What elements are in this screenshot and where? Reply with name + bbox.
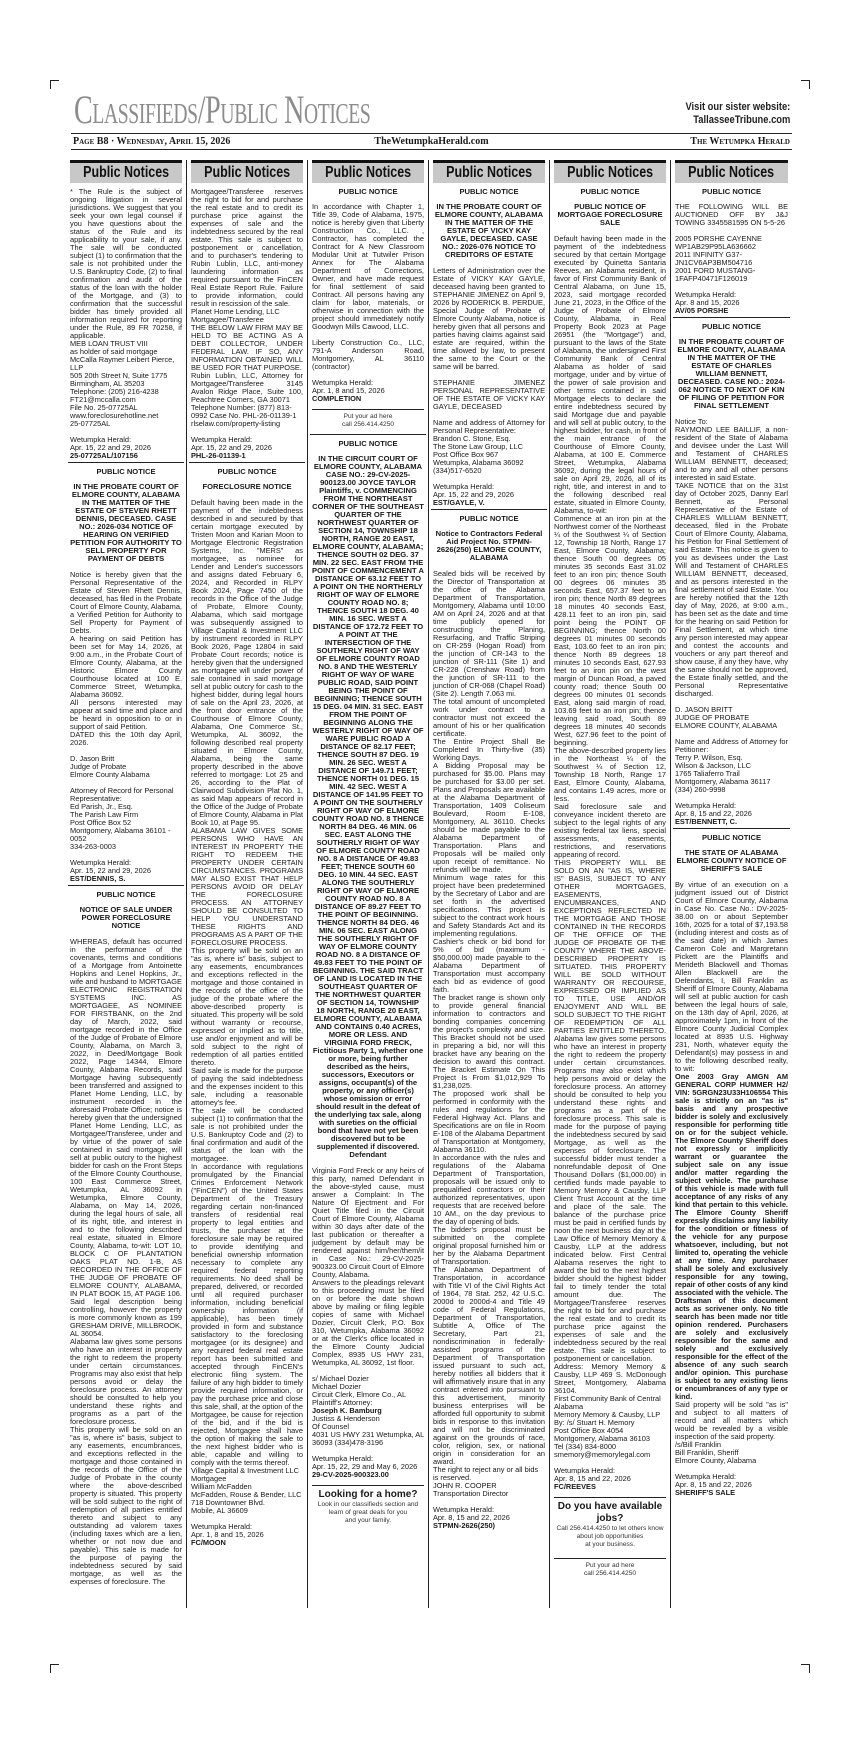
house-ad-text: Put your ad here [343,413,393,420]
sister-website-link[interactable]: TallasseeTribune.com [692,114,790,126]
notice-paragraph: A hearing on said Petition has been set for May 14, 2026, at 9:00 a.m., in the Probate Court of Elmore County, Alabama, at the Historic Elmore County Courthouse located at 100 E. Commerce Street, Wetumpka, Alabama 36092. [70,634,182,699]
notice-paragraph: All persons interested may appear at said time and place and be heard in opposition to or in support of said Petition. [70,698,182,731]
notice-bold-paragraph: One 2003 Gray AMGN AM GENERAL CORP HUMMER H2/ VIN: 5GRGN23U33H106554 This sale is strictly on an "as is" basis and any prospective bidder is solely and exclusively responsible for performing title on or for the subject vehicle. The Elmore County Sheriff does not expressly or implicitly warrant or guarantee the subject sale on any issue and/or matter regarding the subject vehicle. The purchase of this vehicle is made with full acceptance of any risks of any kind that pertain to this vehicle. The Elmore County Sheriff expressly disclaims any liability for the condition or fitness of the vehicle for any purpose whatsoever, including, but not limited to, operating the vehicle at any time. Any purchaser shall be solely and exclusively responsible for any towing, repair of other costs of any kind associated with the vehicle. The Draftsman of this document acts as scrivener only. No title search has been made nor title opinion rendered. Purchasers are solely and exclusively responsible for the same and solely and exclusively responsible for the effect of the absence of any such search and/or opinion. This purchase is subject to any existing liens or encumbrances of any type or kind. [675,1072,788,1401]
notice-id: 25-07725AL/107156 [70,451,138,460]
house-ad-headline: Looking for a home? [318,1489,418,1500]
crop-mark-bottom-right [801,1664,810,1673]
publication-info [70,436,182,460]
notice-line: Mortgagee/Transferee [191,315,264,324]
notice-paragraph: TAKE NOTICE that on the 31st day of October 2025, Danny Earl Bennett, as Personal Representative of the Estate of CHARLES WILLIAM BENNETT, deceased, filed in the Probate Court of Elmore County, Alabama, his Petition for Final Settlement of said Estate. This notice is given to you as devisees under the Last Will and Testament of CHARLES WILLIAM BENNETT, deceased, and as persons interested in the final settlement of said Estate. You are hereby notified that the 12th day of May, 2026, at 9:00 a.m., has been set as the date and time for the hearing on said Petition for Final Settlement, at which time any person interested may appear and contest the accounts and vouchers or any part thereof and show cause, if any they have, why the same should not be approved, the Estate finally settled, and the Personal Representative discharged. [675,481,788,698]
notice-line: Birmingham, AL 35203 [70,379,145,388]
notice-line: Ed Parish, Jr., Esq. [70,802,133,811]
notice-paragraph: Mortgagee/Transferee reserves the right to bid for and purchase the real estate and to credit its purchase price against the expenses of sale and the indebtedness secured by the real estate. This sale is subject to postponement or cancellation, and to purchaser's tendering to Rubin Lublin, LLC, anti-money laundering information as required pursuant to the FinCEN Real Estate Report Rule. Failure to provide information, could result in rescission of the sale. [191,187,303,308]
section-header-bar [433,160,545,183]
notice-heading: NOTICE OF SALE UNDER POWER FORECLOSURE NOTICE [79,905,173,930]
notice-paragraph: DATED this the 10th day April, 2026. [70,730,182,747]
notice-line: McCalla Raymer Leibert Pierce, LLP [70,355,175,372]
house-ad-text: call 256.414.4250 [583,1570,637,1577]
notice-paragraph: Notice is hereby given that the Personal Representative of the Estate of Steven Rhett Dennis, deceased, has filed in the Probate Court of Elmore County, Alabama, a Verified Petition for Authority to Sell Property for Payment of Debts. [70,570,182,635]
notice-paragraph: THE BELOW LAW FIRM MAY BE HELD TO BE ACTING AS A DEBT COLLECTOR, UNDER FEDERAL LAW. IF SO, ANY INFORMATION OBTAINED WILL BE USED FOR THAT PURPOSE. [191,323,303,372]
notice-columns [66,160,792,1608]
notice-line: Justiss & Henderson [312,1414,380,1423]
notice-line: Brandon C. Stone, Esq. [433,434,511,443]
notice-paragraph: Name and Address of Attorney for Petitioner: [675,737,788,754]
notice-line: Terry P. Wilson, Esq. [675,753,743,762]
notice-line: JOHN R. COOPER [433,1481,497,1490]
notice-line: 2011 INFINITY G37- [675,250,743,259]
notice-line: ELMORE COUNTY, ALABAMA [675,721,778,730]
notice-paragraph: In accordance with Chapter 1, Title 39, Code of Alabama, 1975, notice is hereby given that Liberty Construction Co., LLC. , Contractor, has completed the Contract for A New Classroom Modular Unit at Tutwiler Prison Annex for The Alabama Department of Corrections, Owner, and have made request for final settlement of said Contract. All persons having any claim for labor, materials, or otherwise in connection with the project should immediately notify Goodwyn Mills Cawood, LLC. [312,202,424,331]
publication-dates: Apr. 1, 8 and 15, 2026 [191,1530,264,1539]
notice-paragraph: THIS PROPERTY WILL BE SOLD ON AN "AS IS, WHERE IS" BASIS, SUBJECT TO ANY OTHER MORTGAGES, EASEMENTS, ENCUMBRANCES, AND EXCEPTIONS REFLECTED IN THE MORTGAGE AND THOSE CONTAINED IN THE RECORDS OF THE OFFICE OF THE JUDGE OF PROBATE OF THE COUNTY WHERE THE ABOVE-DESCRIBED PROPERTY IS SITUATED. THIS PROPERTY WILL BE SOLD WITHOUT WARRANTY OR RECOURSE, EXPRESSED OR IMPLIED AS TO TITLE, USE AND/OR ENJOYMENT AND WILL BE SOLD SUBJECT TO THE RIGHT OF REDEMPTION OF ALL PARTIES ENTITLED THERETO. Alabama law gives some persons who have an interest in property the right to redeem the property under certain circumstances. Programs may also exist which help persons avoid or delay the foreclosure process. An attorney should be consulted to help you understand these rights and programs as a part of the foreclosure process. This sale is made for the purpose of paying the indebtedness secured by said Mortgage, as well as the expenses of foreclosure. The successful bidder must tender a nonrefundable deposit of One Thousand Dollars ($1,000.00) in certified funds made payable to Memory Memory & Causby, LLP Client Trust Account at the time and place of the sale. The balance of the purchase price must be paid in certified funds by noon the next business day at the Law Office of Memory Memory & Causby, LLP at the address indicated below. First Central Alabama reserves the right to award the bid to the next highest bidder should the highest bidder fail to timely tender the total amount due. The Mortgagee/Transferee reserves the right to bid for and purchase the real estate and to credit its purchase price against the expenses of sale and the indebtedness secured by the real estate. This sale is subject to postponement or cancellation. [554,858,666,1363]
notice-paragraph: In accordance with regulations promulgated by the Financial Crimes Enforcement Network ("FinCEN") of the United States Department of the Treasury regarding certain non-financed transfers of residential real property to legal entities and trusts, the purchaser at the foreclosure sale may be required to provide identifying and beneficial ownership information necessary to complete any required federal reporting requirements. No deed shall be prepared, delivered, or recorded until all required purchaser information, including beneficial ownership information (if applicable), has been timely provided in form and substance satisfactory to the foreclosing mortgagee (or its designee) and any required federal real estate report has been submitted and accepted through FinCEN's electronic filing system. The failure of any high bidder to timely provide required information, or pay the purchase price and close this sale, shall, at the option of the Mortgagee, be cause for rejection of the bid, and if the bid is rejected, Mortgagee shall have the option of making the sale to the next highest bidder who is able, capable and willing to comply with the terms thereof. [191,1162,303,1467]
page-info: Page B8 · Wednesday, April 15, 2026 [73,136,231,147]
notice-paragraph: Letters of Administration over the Estate of VICKY KAY GAYLE, deceased having been granted to STEPHANIE JIMENEZ on April 9, 2026 by RODERICK B. PERDUE, Special Judge of Probate of Elmore County Alabama, notice is hereby given that all persons and parties having claims against said estate are required, within the time allowed by law, to present the same to the Court or the same will be barred. [433,266,545,371]
publication-name: Wetumpka Herald: [675,801,737,810]
notice-paragraph: In accordance with the rules and regulations of the Alabama Department of Transportation, proposals will be issued only to prequalified contractors or their authorized representatives, upon requests that are received before 10 AM., on the day previous to the day of opening of bids. [433,1153,545,1226]
crop-mark-top-left [50,80,59,89]
notice-line: FT21@mccalla.com [70,395,136,404]
publication-info [191,436,303,460]
notice-line: William McFadden [191,1482,252,1491]
notice-divider [68,462,184,463]
notice-line: Circuit Clerk, Elmore Co., AL [312,1390,407,1399]
section-title: Classifieds/Public Notices [74,87,371,132]
notice-paragraph: Said foreclosure sale and conveyance incident thereto are subject to the legal rights of any existing federal tax liens, special assessments, easements, restrictions, and reservations appearing of record. [554,802,666,859]
notice-id: PHL-26-01139-1 [191,451,246,460]
publication-name: Wetumpka Herald: [433,482,495,491]
publication-name: Wetumpka Herald: [70,858,132,867]
notice-line: Tel (334) 834-8000 [554,1442,617,1451]
publication-name: Wetumpka Herald: [312,1454,374,1463]
house-ad-text: Call 256.414.4250 to let others know about job opportunities [556,1525,664,1540]
house-ad-text: Put your ad here [585,1562,635,1569]
house-ad-text: call 256.414.4250 [341,421,395,428]
publication-dates: Apr. 8, 15 and 22, 2026 [554,1474,631,1483]
section-header-bar [191,160,303,183]
notice-line: Plaintiff's Attorney: [312,1398,373,1407]
notice-id: FC/MOON [191,1538,226,1547]
notice-heading: FORECLOSURE NOTICE [202,482,292,491]
notice-heading: IN THE PROBATE COURT OF ELMORE COUNTY, ALABAMA IN THE MATTER OF THE ESTATE OF STEVEN RHETT DENNIS, DECEASED. CASE NO.: 2026-034 NOTICE OF HEARING ON VERIFIED PETITION FOR AUTHORITY TO SELL PROPERTY FOR PAYMENT OF DEBTS [70,482,182,563]
notice-line: The Parish Law Firm [70,810,139,819]
notice-paragraph: By virtue of an execution on a judgment issued out of District Court of Elmore County, Alabama in Case No. Case No.: DV-2025-38.00 on or about September 16th, 2025 for a total of $7,193.58 (including interest and costs as of the said date) in which James Cameron Cole and Margretann Pickett are the Plaintiffs and Merideth Blackwell and Thomas Allen Blackwell are the Defendants, I, Bill Franklin as Sheriff of Elmore County, Alabama will sell at public auction for cash between the legal hours of sale, on the 13th day of April, 2026, at approximately 1pm, in front of the Elmore County Judicial Complex located at 8935 U.S. Highway 231, North, whatever equity the Defendant(s) may possess in and to the following described realty, to wit: [675,880,788,1073]
notice-column [429,160,550,1608]
notice-line: First Community Bank of Central Alabama [554,1394,661,1411]
column-body [675,188,788,1497]
section-header-bar [554,160,666,183]
house-ad [554,1558,666,1581]
notice-label: PUBLIC NOTICE [96,467,156,476]
publication-dates: Apr. 15, 22 and 29, 2026 [433,490,514,499]
notice-column [671,160,792,1608]
publication-info [312,379,424,403]
house-ad [312,409,424,432]
notice-paragraph: Virginia Ford Freck or any heirs of this party, named Defendant in the above-styled cause, must answer a Complaint: In The Nature Of Ejectment and For Quiet Title filed in the Circuit Court of Elmore County, Alabama within 30 days after date of the last publication or thereafter a judgement by default may be rendered against him/her/them/it in Case No.: 29-CV-2025-900323.00 Circuit Court of Elmore County, Alabama. [312,1166,424,1279]
notice-line: The Stone Law Group, LLC [433,442,523,451]
notice-line: www.foreclosurehotline.net [70,411,159,420]
notice-line: D. JASON BRITT [675,705,733,714]
notice-column [308,160,429,1608]
notice-line: 718 Downtowner Blvd. [191,1498,265,1507]
notice-line: JN1CV6AP3BM504716 [675,258,753,267]
notice-id: EST/BENNETT, C. [675,817,738,826]
publication-info [675,1473,788,1497]
notice-line: Planet Home Lending, LLC [191,307,280,316]
notice-paragraph: Commence at an iron pin at the Northwest corner of the Northeast ¼ of the Southwest ¼ of Section 12, Township 18 North, Range 17 East, Elmore County, Alabama; thence South 00 degrees 05 minutes 35 seconds East 31.02 feet to an iron pin; thence South 00 degrees 06 minutes 35 seconds East, 657.37 feet to an iron pin; thence North 89 degrees 18 minutes 40 seconds East, 428.11 feet to an iron pin, said point being the POINT OF BEGINNING; thence North 00 degrees 01 minutes 00 seconds East, 103.60 feet to an iron pin; thence North 89 degrees 18 minutes 10 seconds East, 627.93 feet to an iron pin on the west margin of Duncan Road, a paved county road; thence South 00 degrees 00 minutes 01 seconds East, along said margin of road, 103.69 feet to an iron pin; thence leaving said road, South 89 degrees 18 minutes 40 seconds West, 627.96 feet to the point of beginning. [554,514,666,747]
notice-paragraph: The sale will be conducted subject (1) to confirmation that the sale is not prohibited under the U.S. Bankruptcy Code and (2) to final confirmation and audit of the status of the loan with the mortgagee. [191,1106,303,1163]
notice-paragraph: Rubin Lublin, LLC, Attorney for Mortgagee/Transferee 3145 Avalon Ridge Place, Suite 100, Peachtree Corners, GA 30071 [191,371,303,404]
notice-divider [431,509,547,510]
publication-name: Wetumpka Herald: [191,1522,253,1531]
sister-website-label: Visit our sister website: [685,101,790,113]
notice-paragraph: This property will be sold on an "as is, where is" basis, subject to any easements, encumbrances, and exceptions reflected in the mortgage and those contained in the records of the Office of the Judge of Probate in the county where the above-described property is situated. This property will be sold subject to the right of redemption of all parties entitled thereto and subject to any outstanding ad valorem taxes (including taxes which are a lien, whether or not now due and payable). This sale is made for the purpose of paying the indebtedness secured by said mortgage, as well as the expenses of foreclosure. The [70,1425,182,1586]
notice-line: Wetumpka, Alabama 36092 [433,458,524,467]
notice-heading: IN THE PROBATE COURT OF ELMORE COUNTY, ALABAMA IN THE MATTER OF THE ESTATE OF VICKY KAY GAYLE, DECEASED. CASE NO.: 2026-076 NOTICE TO CREDITORS OF ESTATE [434,202,544,259]
notice-line: Mobile, AL 36609 [191,1506,248,1515]
publication-name: Wetumpka Herald: [191,435,253,444]
page-folio [71,133,792,150]
notice-label: PUBLIC NOTICE [96,890,156,899]
notice-line: Elmore County Alabama [70,770,150,779]
publication-name: Wetumpka Herald: [70,435,132,444]
notice-paragraph: ALABAMA LAW GIVES SOME PERSONS WHO HAVE AN INTEREST IN PROPERTY THE RIGHT TO REDEEM THE PROPERTY UNDER CERTAIN CIRCUMSTANCES. PROGRAMS MAY ALSO EXIST THAT HELP PERSONS AVOID OR DELAY THE FORECLOSURE PROCESS. AN ATTORNEY SHOULD BE CONSULTED TO HELP YOU UNDERSTAND THESE RIGHTS AND PROGRAMS AS A PART OF THE FORECLOSURE PROCESS. [191,826,303,947]
notice-paragraph: Answers to the pleadings relevant to this proceeding must be filed on or before the date shown above by mailing or filing legible copies of same with Michael Dozier, Circuit Clerk, P.O. Box 310, Wetumpka, Alabama 36092 or at the Clerk's office located in the Elmore County Judicial Complex, 8935 US HWY 231, Wetumpka, AL 36092, 1st floor. [312,1278,424,1367]
notice-line: Elmore County, Alabama [675,1456,757,1465]
publication-dates: Apr. 15, 22, 29 and May 6, 2026 [312,1462,418,1471]
notice-label: PUBLIC NOTICE [217,467,277,476]
publication-name: Wetumpka Herald: [554,1466,616,1475]
notice-column [66,160,187,1608]
column-body [191,188,303,1547]
notice-heading: IN THE CIRCUIT COURT OF ELMORE COUNTY, ALABAMA CASE NO.: 29-CV-2025-900123.00 JOYCE TAYLOR Plaintiffs, v. COMMENCING FROM THE NORTHEAST CORNER OF THE SOUTHEAST QUARTER OF THE NORTHWEST QUARTER OF SECTION 14, TOWNSHIP 18 NORTH, RANGE 20 EAST, ELMORE COUNTY, ALABAMA; THENCE SOUTH 02 DEG. 37 MIN. 22 SEC. EAST FROM THE POINT OF COMMENCEMENT A DISTANCE OF 63.12 FEET TO A POINT ON THE NORTHERLY RIGHT OF WAY OF ELMORE COUNTY ROAD NO. 8; THENCE SOUTH 18 DEG. 40 MIN. 16 SEC. WEST A DISTANCE OF 172.72 FEET TO A POINT AT THE INTERSECTION OF THE SOUTHERLY RIGHT OF WAY OF ELMORE COUNTY ROAD NO. 8 AND THE WESTERLY RIGHT OF WAY OF WARE PUBLIC ROAD, SAID POINT BEING THE POINT OF BEGINNING; THENCE SOUTH 15 DEG. 04 MIN. 31 SEC. EAST FROM THE POINT OF BEGINNING ALONG THE WESTERLY RIGHT OF WAY OF WARE PUBLIC ROAD A DISTANCE OF 82.17 FEET; THENCE SOUTH 87 DEG. 19 MIN. 26 SEC. WEST A DISTANCE OF 149.71 FEET; THENCE NORTH 01 DEG. 15 MIN. 42 SEC. WEST A DISTANCE OF 141.95 FEET TO A POINT ON THE SOUTHERLY RIGHT OF WAY OF ELMORE COUNTY ROAD NO. 8 THENCE NORTH 84 DEG. 46 MIN. 06 SEC. EAST ALONG THE SOUTHERLY RIGHT OF WAY OF ELMORE COUNTY ROAD NO. 8 A DISTANCE OF 49.83 FEET; THENCE SOUTH 60 DEG. 10 MIN. 44 SEC. EAST ALONG THE SOUTHERLY RIGHT OF WAY OF ELMORE COUNTY ROAD NO. 8 A DISTANCE OF 89.27 FEET TO THE POINT OF BEGINNING. THENCE NORTH 84 DEG. 46 MIN. 06 SEC. EAST ALONG THE SOUTHERLY RIGHT OF WAY OF ELMORE COUNTY ROAD NO. 8 A DISTANCE OF 49.83 FEET TO THE POINT OF BEGINNING. THE SAID TRACT OF LAND IS LOCATED IN THE SOUTHEAST QUARTER OF THE NORTHWEST QUARTER OF SECTION 14, TOWNSHIP 18 NORTH, RANGE 20 EAST, ELMORE COUNTY, ALABAMA AND CONTAINS 0.40 ACRES, MORE OR LESS. AND VIRGINIA FORD FRECK, Fictitious Party 1, whether one or more, being further described as the heirs, successors, Executors or assigns, occupant(s) of the property, or any officer(s) whose omission or error should result in the defeat of the underlying tax sale, along with sureties on the official bond that have not yet been discovered but to be supplemented if discovered. Defendant [312,454,424,1159]
notice-line: 334-263-0003 [70,842,117,851]
publication-dates: Apr. 15, 22 and 29, 2026 [70,443,151,452]
notice-line: Bill Franklin, Sheriff [675,1448,739,1457]
notice-line: File No. 25-07725AL [70,403,138,412]
notice-line: Post Office Box 4054 [554,1426,624,1435]
notice-heading: PUBLIC NOTICE OF MORTGAGE FORECLOSURE SALE [557,202,663,227]
notice-paragraph: The Alabama Department of Transportation, in accordance with Title VI of the Civil Rights Act of 1964, 78 Stat. 252, 42 U.S.C. 2000d to 2000d-4 and Title 49 code of Federal Regulations, Department of Transportation, Subtitle A, Office of The Secretary, Part 21, nondiscrimination in federally-assisted programs of the Department of Transportation issued pursuant to such act, hereby notifies all bidders that it will affirmatively insure that in any contract entered into pursuant to this advertisement, minority business enterprises will be afforded full opportunity to submit bids in response to this invitation and will not be discriminated against on the grounds of race, color, religion, sex, or national origin in consideration for an award. [433,1265,545,1466]
notice-paragraph: Cashier's check or bid bond for 5% of bid (maximum - $50,000.00) made payable to the Alabama Department of Transportation must accompany each bid as evidence of good faith. [433,937,545,994]
notice-line: 1765 Taliaferro Trail [675,769,740,778]
notice-line: Attorney of Record for Personal Representative: [70,786,174,803]
notice-divider [68,885,184,886]
notice-paragraph: McFadden, Rouse & Bender, LLC [191,1490,302,1499]
publication-info [433,1506,545,1530]
house-ad [312,1485,424,1528]
publication-dates: Apr. 8, 15 and 22, 2026 [675,1480,752,1489]
notice-divider [673,828,790,829]
notice-line: JUDGE OF PROBATE [675,713,750,722]
publication-dates: Apr. 1, 8 and 15, 2026 [312,386,385,395]
notice-line: 1FAFP40471F126019 [675,274,748,283]
notice-id: SHERIFF'S SALE [675,1488,736,1497]
notice-line: Montgomery, Alabama 36117 [675,777,771,786]
notice-line: smemory@memorylegal.com [554,1450,651,1459]
section-header-label: Public Notices [688,164,775,181]
notice-heading: IN THE PROBATE COURT OF ELMORE COUNTY, ALABAMA IN THE MATTER OF THE ESTATE OF CHARLES WILLIAM BENNETT, DECEASED. CASE NO.: 2024-062 NOTICE TO NEXT OF KIN OF FILING OF PETITION FOR FINAL SETTLEMENT [677,337,786,410]
section-header-label: Public Notices [204,164,290,181]
notice-id: EST/GAYLE, V. [433,498,485,507]
notice-paragraph: The above-described property lies in the Northeast ¼ of the Southwest ¼ of Section 12, Township 18 North, Range 17 East, Elmore County, Alabama, and contains 1.49 acres, more or less. [554,746,666,803]
notice-line: Notice To: [675,417,708,426]
publication-name: Wetumpka Herald: [675,1472,737,1481]
publication-name: Wetumpka Herald: [312,378,374,387]
notice-paragraph: The Entire Project Shall Be Completed In Thirty-five (35) Working Days. [433,737,545,762]
notice-paragraph: This property will be sold on an "as is, where is" basis, subject to any easements, encumbrances and exceptions reflected in the mortgage and those contained in the records of the office of the judge of the probate where the above-described property is situated. This property will be sold without warranty or recourse, expressed or implied as to title, use and/or enjoyment and will be sold subject to the right of redemption of all parties entitled thereto. [191,946,303,1067]
sister-website-promo [685,101,790,127]
house-ad-text: at your business. [585,1541,635,1548]
notice-id: COMPLETION [312,394,362,403]
notice-paragraph: Sealed bids will be received by the Director of Transportation at the office of the Alabama Department of Transportation, Montgomery, Alabama until 10:00 AM on April 24, 2026 and at that time publicly opened for constructing the Planing, Resurfacing, and Traffic Striping on CR-259 (Hogan Road) from the junction of CR-143 to the junction of SR-111 (Site 1) and CR-228 (Crenshaw Road) from the junction of SR-111 to the junction of CR-068 (Chapel Road) (Site 2). Length 7.063 mi. [433,569,545,698]
notice-line: The right to reject any or all bids is reserved. [433,1465,539,1482]
publication-info [191,1523,303,1547]
notice-line: Mortgagee [191,1474,227,1483]
notice-heading: Notice to Contractors Federal Aid Project No. STPMN-2626(250) ELMORE COUNTY, ALABAMA [435,529,543,562]
notice-line: MEB LOAN TRUST VIII [70,339,148,348]
notice-line: Post Office Box 967 [433,450,499,459]
section-header-bar [70,160,182,183]
notice-id: 29-CV-2025-900323.00 [312,1470,389,1479]
notice-line: Montgomery, Alabama 36103 [554,1434,650,1443]
notice-id: AV/05 PORSHE [675,306,729,315]
notice-line: (334) 260-9998 [675,785,726,794]
section-header-bar [675,160,788,183]
notice-line: 25-07725AL [70,419,111,428]
notice-line: Wilson & Jackson, LLC [675,761,751,770]
notice-line: 2005 PORSHE CAYENNE [675,234,762,243]
column-body [433,188,545,1530]
notice-paragraph: Said legal description being controlling, however the property is more commonly known as 199 GRESHAM DRIVE, MILLBROOK, AL 36054. [70,1297,182,1338]
notice-label: PUBLIC NOTICE [459,187,519,196]
publication-dates: Apr. 8, 15 and 22, 2026 [433,1513,510,1522]
section-header-bar [312,160,424,183]
column-body [70,188,182,1586]
notice-line: Telephone: (205) 216-4238 [70,387,159,396]
notice-divider [673,317,790,318]
notice-line: Montgomery, Alabama 36101 - 0052 [70,826,171,843]
notice-line: Of Counsel [312,1422,349,1431]
notice-divider [310,434,426,435]
notice-label: PUBLIC NOTICE [701,833,762,842]
notice-label: PUBLIC NOTICE [459,514,519,523]
notice-line: Transportation Director [433,1489,509,1498]
notice-line: as holder of said mortgage [70,347,158,356]
notice-paragraph: Address: Memory Memory & Causby, LLP 469 S. McDonough Street, Montgomery, Alabama 36104. [554,1362,666,1395]
house-ad-text: and your family. [344,1517,392,1524]
publication-dates: Apr. 15, 22 and 29, 2026 [70,866,151,875]
notice-label: PUBLIC NOTICE [701,187,762,196]
notice-line: 4031 US HWY 231 Wetumpka, AL 36093 (334)478-3196 [312,1430,425,1447]
publication-dates: Apr. 8 and 15, 2026 [675,298,740,307]
publication-name: Wetumpka Herald: [675,290,737,299]
publication-info [675,802,788,826]
notice-paragraph: The total amount of uncompleted work under contract to a contractor must not exceed the amount of his or her qualification certificate. [433,697,545,738]
site-url[interactable]: TheWetumpkaHerald.com [374,136,489,147]
notice-id: FC/REEVES [554,1482,596,1491]
notice-paragraph: The proposed work shall be performed in conformity with the rules and regulations for the Federal Highway Act. Plans and Specifications are on file in Room E-108 of the Alabama Department of Transportation at Montgomery, Alabama 36110. [433,1089,545,1154]
notice-paragraph: Said property will be sold "as is" and subject to all matters of record and all matters which would be revealed by a visible inspection of the said property. [675,1400,788,1441]
column-body [312,188,424,1528]
notice-bold-paragraph: Joseph K. Bamburg [312,1406,382,1415]
notice-line: By: /s/ Stuart H. Memory [554,1418,635,1427]
notice-column [550,160,671,1608]
publication-name: Wetumpka Herald: [433,1505,495,1514]
house-ad-headline: Do you have available jobs? [557,1501,663,1524]
crop-mark-bottom-left [50,1664,59,1673]
notice-paragraph: The bracket range is shown only to provide general financial information to contractors and bonding companies concerning the project's complexity and size. This Bracket should not be used in preparing a bid, nor will this bracket have any bearing on the decision to award this contract. The Bracket Estimate On This Project Is From $1,012,929 To $1,238,025. [433,993,545,1090]
publication-info [675,291,788,315]
notice-line: Judge of Probate [70,762,127,771]
section-header-label: Public Notices [567,164,653,181]
notice-line: Village Capital & Investment LLC [191,1466,299,1475]
notice-paragraph: A Bidding Proposal may be purchased for $5.00. Plans may be purchased for $3.00 per set. Plans and Proposals are available at the Alabama Department of Transportation, 1409 Coliseum Boulevard, Room E-108, Montgomery, AL 36110. Checks should be made payable to the Alabama Department of Transportation. Plans and Proposals will be mailed only upon receipt of remittance. No refunds will be made. [433,761,545,874]
notice-label: PUBLIC NOTICE [701,322,762,331]
notice-paragraph: Name and address of Attorney for Personal Representative: [433,418,545,435]
notice-line: (334)517-6520 [433,466,482,475]
column-body [554,188,666,1581]
publication-info [433,483,545,507]
section-header-label: Public Notices [325,164,411,181]
notice-paragraph: WHEREAS, default has occurred in the performance of the covenants, terms and conditions of a Mortgage from Antoinette Hopkins and Lenel Hopkins, Jr., wife and husband to MORTGAGE ELECTRONIC REGISTRATION SYSTEMS INC. AS MORTGAGEE, AS NOMINEE FOR FIRSTBANK, on the 2nd day of March, 2022, said mortgage recorded in the Office of the Judge of Probate of Elmore County, Alabama, on March 3, 2022, in Deed/Mortgage Book 2022, Page 14344, Elmore County, Alabama Records, said Mortgage having subsequently been transferred and assigned to Planet Home Lending, LLC, by instrument recorded in the aforesaid Probate Office; notice is hereby given that the undersigned Planet Home Lending, LLC, as Mortgagee/Transferee, under and by virtue of the power of sale contained in said mortgage, will sell at public outcry to the highest bidder for cash on the Front Steps of the Elmore County Courthouse, 100 East Commerce Street, Wetumpka, AL 36092 in Wetumpka, Elmore County, Alabama, on May 14, 2026, during the legal hours of sale, all of its right, title, and interest in and to the following described real estate, situated in Elmore County, Alabama, to-wit: LOT 10, BLOCK C OF PLANTATION OAKS PLAT NO. 1-B, AS RECORDED IN THE OFFICE OF THE JUDGE OF PROBATE OF ELMORE COUNTY, ALABAMA, IN PLAT BOOK 15, AT PAGE 106. [70,937,182,1298]
section-header-label: Public Notices [83,164,169,181]
notice-line: WP1AB29P95LA636662 [675,242,756,251]
notice-label: PUBLIC NOTICE [580,187,640,196]
notice-paragraph: RAYMOND LEE BAILLIF, a non-resident of the State of Alabama and devisee under the Last Will and Testament of CHARLES WILLIAM BENNETT, deceased; and to any and all other persons interested in said Estate. [675,425,788,482]
notice-paragraph: Liberty Construction Co., LLC, 791-A Anderson Road, Montgomery, AL 36110 (contractor) [312,338,424,371]
notice-line: s/ Michael Dozier [312,1374,369,1383]
notice-line: 2001 FORD MUSTANG- [675,266,756,275]
section-header-label: Public Notices [446,164,532,181]
notice-paragraph: The bidder's proposal must be submitted on the complete original proposal furnished him or her by the Alabama Department of Transportation. [433,1225,545,1266]
house-ad [554,1497,666,1552]
notice-line: rlselaw.com/property-listing [191,419,281,428]
publication-info [70,859,182,883]
notice-line: 505 20th Street N, Suite 1775 [70,371,168,380]
publication-dates: Apr. 8, 15 and 22, 2026 [675,809,752,818]
publication-info [554,1467,666,1491]
crop-mark-top-right [801,80,810,89]
publication-dates: Apr. 15, 22 and 29, 2026 [191,443,272,452]
notice-paragraph: Default having been made in the payment of the indebtedness secured by that certain Mortgage executed by Quinetta Santaria Reeves, an Alabama resident, in favor of First Community Bank of Central Alabama, on June 15, 2023, said mortgage recorded June 21, 2023, in the Office of the Judge of Probate of Elmore County, Alabama, in Real Property Book 2023 at Page 26951 (the "Mortgage") and, pursuant to the laws of the State of Alabama, the undersigned First Community Bank of Central Alabama as holder of said mortgage, under and by virtue of the power of sale provision and other terms contained in said Mortgage elects to declare the entire indebtedness secured by said Mortgage due and payable and will sell at public outcry, to the highest bidder, for cash, in front of the main entrance of the Courthouse of Elmore County, Alabama, at 100 E. Commerce Street, Wetumpka, Alabama 36092, during the legal hours of sale on April 29, 2026, all of its right, title, and interest in and to the following described real estate, situated in Elmore County, Alabama, to-wit: [554,234,666,515]
notice-paragraph: Alabama law gives some persons who have an interest in property the right to redeem the property under certain circumstances. Programs may also exist that help persons avoid or delay the foreclosure process. An attorney should be consulted to help you understand these rights and programs as a part of the foreclosure process. [70,1337,182,1426]
notice-line: D. Jason Britt [70,754,115,763]
notice-paragraph: THE FOLLOWING WILL BE AUCTIONED OFF BY J&J TOWING 3345581595 ON 5-5-26 [675,202,788,227]
notice-heading: THE STATE OF ALABAMA ELMORE COUNTY NOTICE OF SHERIFF'S SALE [676,848,787,873]
notice-paragraph: STEPHANIE JIMENEZ PERSONAL REPRESENTATIVE OF THE ESTATE OF VICKY KAY GAYLE, DECEASED [433,378,545,411]
notice-paragraph: Said sale is made for the purpose of paying the said indebtedness and the expenses incident to this sale, including a reasonable attorney's fee. [191,1066,303,1107]
notice-divider [189,462,305,463]
notice-line: Telephone Number: (877) 813-0992 Case No. PHL-26-01139-1 [191,403,297,420]
notice-paragraph: Minimum wage rates for this project have been predetermined by the Secretary of Labor and are set forth in the advertised specifications. This project is subject to the contract work hours and Safety Standards Act and its implementing regulations. [433,873,545,938]
notice-line: /s/Bill Franklin [675,1440,721,1449]
paper-name: The Wetumpka Herald [690,136,790,147]
notice-line: Michael Dozier [312,1382,361,1391]
notice-id: STPMN-2626(250) [433,1521,496,1530]
notice-label: PUBLIC NOTICE [338,439,398,448]
notice-id: EST/DENNIS, S. [70,874,126,883]
notice-paragraph: Default having been made in the payment of the indebtedness described in and secured by that certain mortgage executed by Tristen Moon and Karian Moon to Mortgage Electronic Registration Systems, Inc. "MERS" as mortgagee, as nominee for Lender and Lender's successors and assigns dated February 6, 2024, and Recorded in RLPY Book 2024, Page 7450 of the records in the Office of the Judge of Probate, Elmore County, Alabama, which said mortgage was subsequently assigned to Village Capital & Investment LLC by instrument recorded in RLPY Book 2026, Page 12804 in said Probate Court records; notice is hereby given that the undersigned as mortgagee will under power of sale contained in said mortgage sell at public outcry for cash to the highest bidder, during legal hours of sale on the April 23, 2026, at the front door entrance of the Courthouse of Elmore County, Alabama, One Commerce St., Wetumpka, AL 36092, the following described real property situated in Elmore County, Alabama, being the same property described in the above referred to mortgage: Lot 25 and 26, according to the Plat of Clairwood Subdivision Plat No. 1, as said Map appears of record in the Office of the Judge of Probate of Elmore County, Alabama in Plat Book 10, at Page 95. [191,498,304,827]
house-ad-text: Look in our classifieds section and learn of great deals for you [317,1501,419,1516]
notice-label: PUBLIC NOTICE [338,187,398,196]
notice-line: Memory Memory & Causby, LLP [554,1410,661,1419]
notice-column [187,160,308,1608]
notice-paragraph: * The Rule is the subject of ongoing litigation in several jurisdictions. We suggest that you seek your own legal counsel if you have questions about the status of the Rule and its applicability to your sale, if any. The sale will be conducted subject (1) to confirmation that the sale is not prohibited under the U.S. Bankruptcy Code, (2) to final confirmation and audit of the status of the loan with the holder of the Mortgage, and (3) to confirmation that the successful bidder has timely provided all information required for reporting under the Rule, 89 FR 70258, if applicable. [70,187,182,340]
publication-info [312,1455,424,1479]
notice-line: Post Office Box 52 [70,818,132,827]
